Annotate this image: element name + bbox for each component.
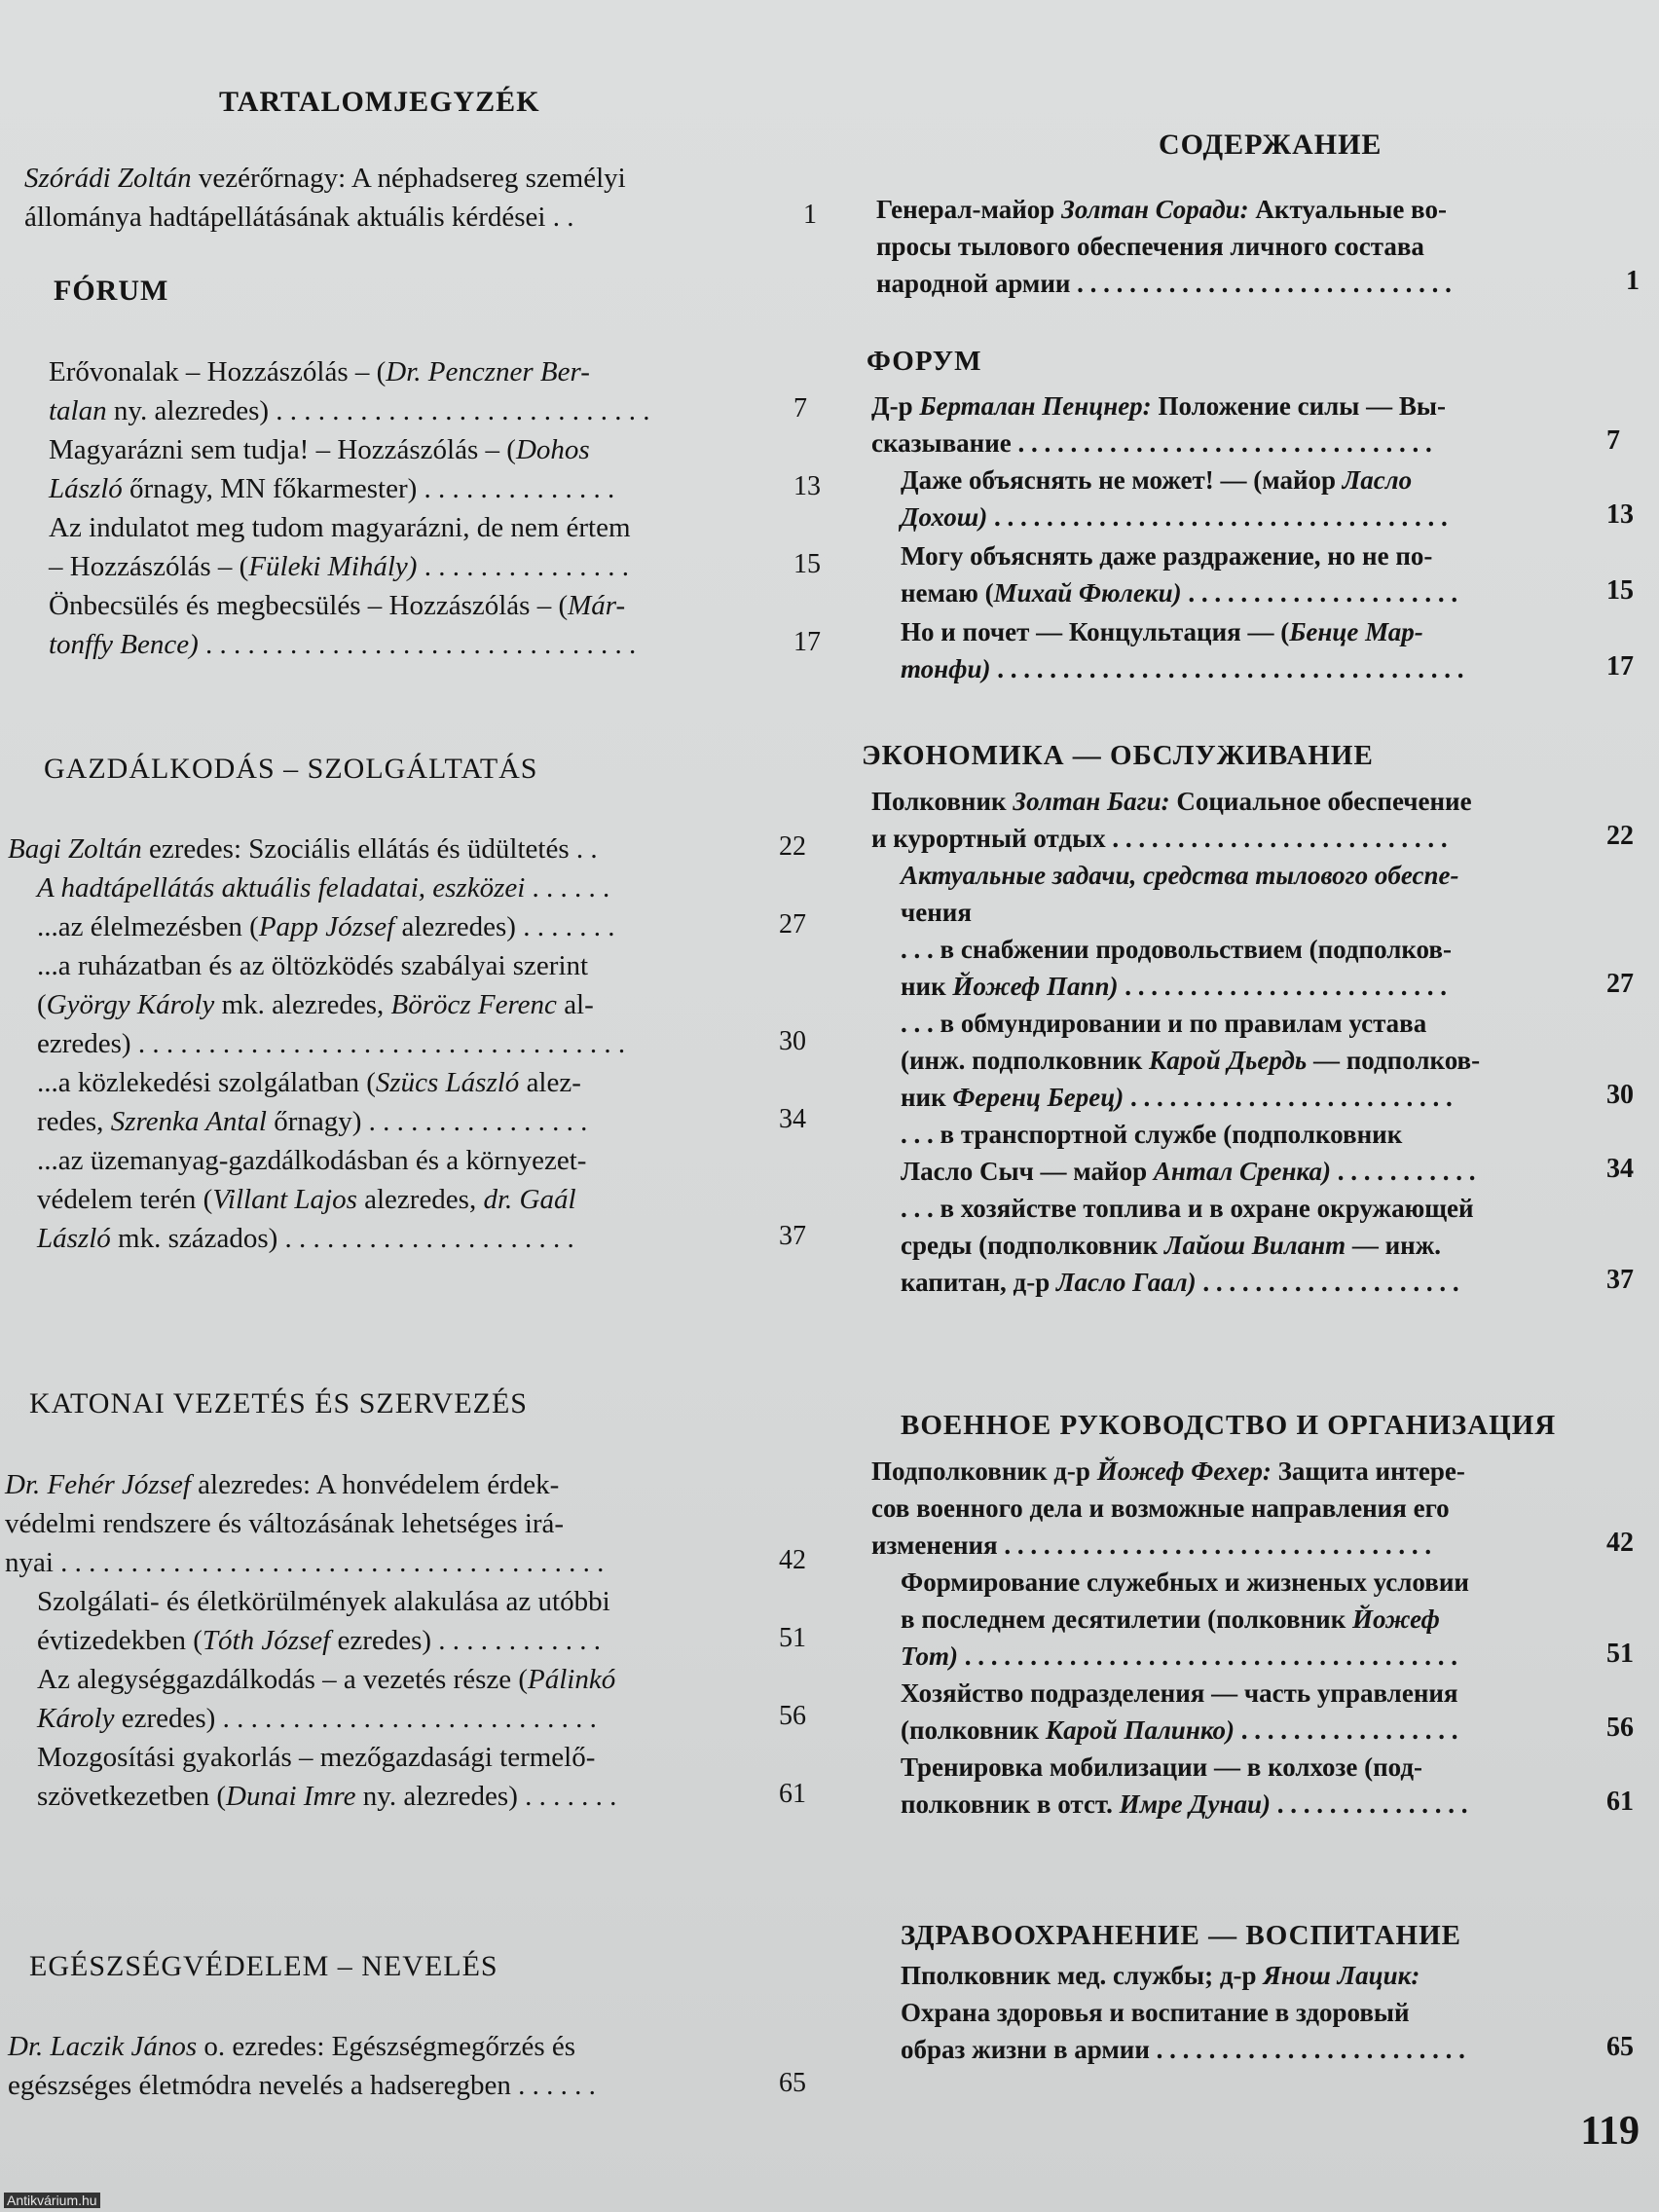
- entry-line: [5, 1543, 745, 1582]
- entry-text-segment: védelmi rendszere és változásának lehetséges irá-: [5, 1508, 565, 1539]
- entry-line: [37, 1660, 777, 1699]
- entry-line: [5, 1504, 745, 1543]
- entry-text-segment: Тот): [901, 1641, 959, 1671]
- entry-text-segment: mk. alezredes,: [214, 989, 391, 1020]
- toc-entry[interactable]: [901, 1116, 1659, 1190]
- entry-text-segment: őrnagy, MN főkarmester) . . . . . . . . . . . . . .: [122, 473, 615, 504]
- entry-text-segment: Подполковник д-р: [871, 1456, 1097, 1486]
- entry-text-segment: Magyarázni sem tudja! – Hozzászólás – (: [49, 434, 516, 465]
- toc-entry[interactable]: [37, 946, 806, 1063]
- page-ref: 34: [1606, 1154, 1634, 1184]
- entry-text-segment: Ласло: [1342, 465, 1413, 495]
- entry-text-segment: Золтан Сoради:: [1061, 195, 1249, 224]
- toc-entry[interactable]: [37, 1141, 806, 1258]
- entry-text-segment: . . . . . . . . . . . . . . . . . . . . . . . . . . . . . . .: [198, 629, 637, 660]
- toc-entry[interactable]: [871, 387, 1620, 461]
- entry-line: [871, 820, 1631, 857]
- page-ref: 13: [793, 471, 821, 501]
- entry-text-segment: redes,: [37, 1106, 111, 1137]
- entry-text-segment: . . . . . . . . . . . . . . . . . . . . . . . . . . . . . . . . . . . .: [990, 654, 1464, 683]
- entry-text-segment: Йожеф Папп): [952, 972, 1119, 1001]
- entry-text-segment: Генерал-майор: [876, 195, 1062, 224]
- entry-text-segment: ...a ruházatban és az öltözködés szabályai szerint: [37, 950, 589, 981]
- toc-entry[interactable]: [901, 1675, 1659, 1749]
- entry-text-segment: изменения . . . . . . . . . . . . . . . . . . . . . . . . . . . . . . . . .: [871, 1530, 1432, 1560]
- entry-text-segment: . . . . . . . . . . . . . . . . . . . . . . . . . . . . . . . . . . . . . .: [958, 1641, 1458, 1671]
- entry-line: [37, 1141, 777, 1180]
- entry-text-segment: ник: [901, 1083, 953, 1112]
- entry-text-segment: образ жизни в армии . . . . . . . . . . . . . . . . . . . . . . . .: [901, 2035, 1465, 2064]
- entry-text-segment: ny. alezredes) . . . . . . . . . . . . . . . . . . . . . . . . . . .: [106, 395, 650, 426]
- toc-entry[interactable]: [871, 783, 1634, 857]
- entry-line: [901, 968, 1659, 1005]
- entry-line: [37, 1582, 777, 1621]
- entry-line: [37, 907, 777, 946]
- entry-text-segment: Tóth József: [202, 1625, 331, 1656]
- page-ref: 27: [779, 909, 806, 940]
- entry-line: [37, 1621, 777, 1660]
- entry-text-segment: . . . . . . . . . . . . . . . . . . . .: [1196, 1268, 1459, 1297]
- entry-text-segment: Актуальные задачи, средства тылового обеспе-: [901, 861, 1459, 890]
- entry-text-segment: Берталан Пенцнер:: [919, 391, 1152, 421]
- entry-text-segment: народной армии . . . . . . . . . . . . . . . . . . . . . . . . . . . . .: [876, 269, 1452, 298]
- entry-line: [901, 1994, 1641, 2031]
- toc-entry[interactable]: [49, 430, 821, 508]
- entry-text-segment: talan: [49, 395, 107, 426]
- entry-text-segment: немаю (: [901, 578, 994, 608]
- toc-entry[interactable]: [37, 868, 777, 907]
- entry-line: [49, 625, 769, 664]
- entry-text-segment: ezredes) . . . . . . . . . . . .: [330, 1625, 602, 1656]
- entry-text-segment: просы тылового обеспечения личного состава: [876, 232, 1424, 261]
- entry-text-segment: Dr. Laczik János: [8, 2031, 198, 2062]
- entry-line: [901, 1190, 1659, 1227]
- ru-econ-title: ЭКОНОМИКА — ОБСЛУЖИВАНИЕ: [862, 740, 1374, 771]
- entry-line: [901, 857, 1659, 894]
- entry-text-segment: сов военного дела и возможные направления его: [871, 1493, 1450, 1523]
- entry-text-segment: . . . . . . . . . . . . . . . . . . . . . . . . .: [1118, 972, 1448, 1001]
- entry-line: [49, 352, 769, 391]
- entry-text-segment: Йожеф Фехер:: [1096, 1456, 1272, 1486]
- page-ref: 27: [1606, 969, 1634, 999]
- toc-entry[interactable]: [37, 1660, 806, 1738]
- entry-text-segment: Önbecsülés és megbecsülés – Hozzászólás – (: [49, 590, 569, 621]
- page-ref: 1: [1626, 266, 1640, 296]
- entry-text-segment: Карой Дьердь: [1149, 1046, 1308, 1075]
- entry-text-segment: . . . . . . . . . . . . . . .: [417, 551, 629, 582]
- toc-entry[interactable]: [901, 613, 1641, 687]
- entry-line: [37, 1024, 777, 1063]
- entry-line: [871, 1453, 1631, 1490]
- entry-text-segment: . . . . . .: [525, 872, 610, 903]
- entry-text-segment: Dr. Fehér József: [5, 1469, 191, 1500]
- hu-econ-title: GAZDÁLKODÁS – SZOLGÁLTATÁS: [44, 753, 538, 785]
- entry-text-segment: Pálinkó: [528, 1664, 616, 1695]
- entry-text-segment: Az indulatot meg tudom magyarázni, de nem értem: [49, 512, 631, 543]
- ru-mil-title: ВОЕННОЕ РУКОВОДСТВО И ОРГАНИЗАЦИЯ: [901, 1410, 1557, 1441]
- toc-entry[interactable]: [871, 1453, 1634, 1564]
- entry-text-segment: чения: [901, 898, 972, 927]
- page-ref: 7: [793, 393, 807, 424]
- entry-text-segment: Защита интере-: [1271, 1456, 1465, 1486]
- entry-line: [901, 1786, 1659, 1823]
- entry-text-segment: и курортный отдых . . . . . . . . . . . . . . . . . . . . . . . . . .: [871, 824, 1448, 853]
- watermark: Antikvárium.hu: [4, 2193, 100, 2208]
- entry-text-segment: ezredes) . . . . . . . . . . . . . . . . . . . . . . . . . . . . . . . . . . .: [37, 1028, 626, 1059]
- entry-text-segment: Формирование служебных и жизненых условии: [901, 1567, 1469, 1597]
- entry-text-segment: Полковник: [871, 787, 1014, 816]
- page-ref: 30: [779, 1026, 806, 1056]
- entry-text-segment: Dr. Penczner Ber-: [386, 356, 590, 387]
- entry-text-segment: Пполковник мед. службы; д-р: [901, 1961, 1264, 1990]
- entry-line: [37, 1063, 777, 1102]
- entry-text-segment: . . . . . . . . . . . . . . .: [1271, 1789, 1468, 1819]
- entry-line: [37, 946, 777, 985]
- page-ref: 17: [1606, 651, 1634, 682]
- entry-text-segment: ezredes: Szociális ellátás és üdültetés . .: [141, 833, 598, 865]
- entry-text-segment: Охрана здоровья и воспитание в здоровый: [901, 1998, 1410, 2027]
- entry-text-segment: Ласло Гаал): [1055, 1268, 1197, 1297]
- toc-entry[interactable]: [901, 537, 1641, 611]
- entry-text-segment: сказывание . . . . . . . . . . . . . . . . . . . . . . . . . . . . . . . .: [871, 428, 1432, 458]
- entry-text-segment: ezredes) . . . . . . . . . . . . . . . . . . . . . . . . . . .: [114, 1703, 597, 1734]
- entry-text-segment: védelem terén (: [37, 1184, 213, 1215]
- entry-text-segment: Ференц Берец): [952, 1083, 1124, 1112]
- entry-text-segment: őrnagy) . . . . . . . . . . . . . . . .: [266, 1106, 588, 1137]
- ru-intro-entry: [876, 191, 1645, 302]
- page-ref: 42: [1606, 1528, 1634, 1558]
- entry-text-segment: Михай Фюлеки): [993, 578, 1182, 608]
- entry-text-segment: Károly: [37, 1703, 115, 1734]
- entry-line: [901, 931, 1659, 968]
- entry-line: [901, 1042, 1659, 1079]
- entry-text-segment: Dohos: [515, 434, 590, 465]
- toc-entry[interactable]: [901, 1190, 1659, 1301]
- entry-text-segment: среды (подполковник: [901, 1231, 1164, 1260]
- entry-text-segment: Már-: [568, 590, 626, 621]
- entry-text-segment: Лайош Вилант: [1163, 1231, 1346, 1260]
- entry-text-segment: Villant Lajos: [212, 1184, 357, 1215]
- entry-text-segment: в последнем десятилетии (полковник: [901, 1604, 1352, 1634]
- entry-line: [901, 498, 1641, 535]
- entry-text-segment: Д-р: [871, 391, 920, 421]
- entry-line: [24, 159, 832, 198]
- entry-text-segment: Актуальные во-: [1248, 195, 1447, 224]
- entry-text-segment: Золтан Баги:: [1013, 787, 1170, 816]
- entry-line: [871, 1527, 1631, 1564]
- entry-text-segment: tonffy Bence): [49, 629, 199, 660]
- entry-line: [901, 1564, 1659, 1601]
- entry-text-segment: vezérőrnagy: A néphadsereg személyi: [191, 163, 626, 194]
- page-ref: 42: [779, 1545, 806, 1575]
- entry-text-segment: Тренировка мобилизации — в колхозе (под-: [901, 1752, 1423, 1782]
- entry-text-segment: dr. Gaál: [483, 1184, 576, 1215]
- page-ref: 61: [1606, 1787, 1634, 1817]
- entry-text-segment: Йожеф: [1352, 1604, 1440, 1634]
- entry-text-segment: полковник в отст.: [901, 1789, 1120, 1819]
- hu-health-title: EGÉSZSÉGVÉDELEM – NEVELÉS: [29, 1950, 498, 1982]
- entry-line: [901, 1227, 1659, 1264]
- entry-line: [5, 1465, 745, 1504]
- entry-text-segment: Дохош): [901, 502, 988, 532]
- toc-entry[interactable]: [49, 352, 807, 430]
- entry-text-segment: szövetkezetben (: [37, 1781, 227, 1812]
- entry-text-segment: Имре Дунаи): [1119, 1789, 1272, 1819]
- entry-text-segment: Szórádi Zoltán: [24, 163, 192, 194]
- entry-text-segment: Mozgosítási gyakorlás – mezőgazdasági termelő-: [37, 1742, 596, 1773]
- entry-text-segment: Szrenka Antal: [110, 1106, 267, 1137]
- entry-text-segment: Хозяйство подразделения — часть управления: [901, 1678, 1458, 1708]
- entry-text-segment: Az alegységgazdálkodás – a vezetés része (: [37, 1664, 529, 1695]
- entry-line: [49, 430, 769, 469]
- entry-text-segment: Szolgálati- és életkörülmények alakulása az utóbbi: [37, 1586, 610, 1617]
- ru-health-title: ЗДРАВООХРАНЕНИЕ — ВОСПИТАНИЕ: [901, 1920, 1461, 1951]
- page-ref: 56: [779, 1701, 806, 1731]
- entry-text-segment: — подполков-: [1307, 1046, 1481, 1075]
- page-ref: 34: [779, 1104, 806, 1134]
- entry-line: [49, 469, 769, 508]
- entry-text-segment: állománya hadtápellátásának aktuális kérdései . .: [24, 202, 574, 233]
- entry-line: [37, 1777, 777, 1816]
- entry-line: [876, 228, 1645, 265]
- entry-text-segment: Erővonalak – Hozzászólás – (: [49, 356, 387, 387]
- entry-text-segment: . . . в транспортной службе (подполковник: [901, 1120, 1403, 1149]
- hu-forum-title: FÓRUM: [54, 275, 169, 307]
- toc-entry[interactable]: [37, 1738, 806, 1816]
- entry-text-segment: . . . в хозяйстве топлива и в охране окружающей: [901, 1194, 1474, 1223]
- entry-line: [901, 1153, 1659, 1190]
- entry-line: [37, 1219, 777, 1258]
- entry-text-segment: (инж. подполковник: [901, 1046, 1149, 1075]
- entry-line: [8, 2066, 757, 2105]
- entry-line: [901, 1079, 1659, 1116]
- entry-line: [37, 1699, 777, 1738]
- entry-line: [37, 1180, 777, 1219]
- entry-text-segment: ник: [901, 972, 953, 1001]
- page-ref: 22: [1606, 821, 1634, 851]
- entry-text-segment: Dunai Imre: [226, 1781, 356, 1812]
- entry-text-segment: alezredes) . . . . . . .: [394, 911, 615, 942]
- entry-line: [876, 265, 1645, 302]
- entry-text-segment: Янош Лацик:: [1263, 1961, 1420, 1990]
- hu-intro-entry: [24, 159, 832, 237]
- toc-entry[interactable]: [49, 508, 821, 586]
- entry-text-segment: György Károly: [46, 989, 215, 1020]
- entry-line: [871, 1490, 1631, 1527]
- entry-text-segment: . . . в обмундировании и по правилам устава: [901, 1009, 1427, 1038]
- entry-text-segment: ...a közlekedési szolgálatban (: [37, 1067, 376, 1098]
- toc-entry[interactable]: [901, 461, 1641, 535]
- entry-line: [37, 1102, 777, 1141]
- toc-entry[interactable]: [901, 1749, 1659, 1823]
- entry-line: [24, 198, 832, 237]
- entry-text-segment: o. ezredes: Egészségmegőrzés és: [197, 2031, 576, 2062]
- entry-text-segment: Szücs László: [375, 1067, 520, 1098]
- entry-text-segment: . . . . . . . . . . . . . . . . . . . . . . . . . . . . . . . . . . .: [987, 502, 1448, 532]
- entry-line: [901, 894, 1659, 931]
- entry-line: [37, 985, 777, 1024]
- entry-text-segment: (: [37, 989, 47, 1020]
- page-ref: 15: [793, 549, 821, 579]
- entry-text-segment: alez-: [519, 1067, 581, 1098]
- page-ref: 30: [1606, 1080, 1634, 1110]
- entry-line: [901, 650, 1641, 687]
- toc-entry[interactable]: [901, 1564, 1659, 1675]
- entry-text-segment: ...az üzemanyag-gazdálkodásban és a környezet-: [37, 1145, 587, 1176]
- entry-line: [49, 391, 769, 430]
- entry-text-segment: Положение силы — Вы-: [1151, 391, 1446, 421]
- toc-entry[interactable]: [37, 1582, 806, 1660]
- entry-text-segment: тонфи): [901, 654, 991, 683]
- entry-text-segment: . . . . . . . . . . .: [1330, 1157, 1476, 1186]
- entry-line: [871, 424, 1611, 461]
- page-ref: 56: [1606, 1713, 1634, 1743]
- page-ref: 61: [779, 1779, 806, 1809]
- entry-line: [871, 387, 1611, 424]
- entry-line: [871, 783, 1631, 820]
- entry-text-segment: mk. százados) . . . . . . . . . . . . . . . . . . . . .: [110, 1223, 574, 1254]
- entry-line: [37, 868, 777, 907]
- entry-line: [901, 574, 1641, 611]
- entry-text-segment: évtizedekben (: [37, 1625, 203, 1656]
- entry-text-segment: Карой Палинко): [1045, 1715, 1235, 1745]
- entry-line: [8, 2027, 757, 2066]
- entry-text-segment: László: [37, 1223, 111, 1254]
- entry-text-segment: — инж.: [1346, 1231, 1442, 1260]
- toc-entry[interactable]: [901, 931, 1659, 1005]
- entry-text-segment: Антал Сренка): [1153, 1157, 1331, 1186]
- entry-text-segment: Bagi Zoltán: [8, 833, 142, 865]
- entry-text-segment: egészséges életmódra nevelés a hadseregben . . . . . .: [8, 2070, 596, 2101]
- entry-line: [901, 1675, 1659, 1712]
- entry-text-segment: Ласло Сыч — майор: [901, 1157, 1154, 1186]
- entry-line: [8, 830, 748, 868]
- entry-line: [49, 547, 769, 586]
- page-ref: 65: [779, 2068, 806, 2098]
- entry-text-segment: . . . . . . . . . . . . . . . . . . . . .: [1181, 578, 1458, 608]
- hu-mil-title: KATONAI VEZETÉS ÉS SZERVEZÉS: [29, 1387, 528, 1419]
- entry-text-segment: al-: [556, 989, 594, 1020]
- entry-text-segment: Но и почет — Концультация — (: [901, 617, 1290, 646]
- entry-text-segment: alezredes: A honvédelem érdek-: [190, 1469, 560, 1500]
- entry-line: [901, 1116, 1659, 1153]
- entry-text-segment: . . . . . . . . . . . . . . . . .: [1234, 1715, 1458, 1745]
- entry-text-segment: László: [49, 473, 123, 504]
- entry-text-segment: – Hozzászólás – (: [49, 551, 249, 582]
- toc-entry[interactable]: [901, 857, 1659, 931]
- page-ref: 37: [779, 1221, 806, 1251]
- page-ref: 7: [1606, 425, 1620, 456]
- entry-text-segment: A hadtápellátás aktuális feladatai, eszközei: [37, 872, 526, 903]
- entry-line: [901, 461, 1641, 498]
- entry-line: [901, 2031, 1641, 2068]
- entry-line: [876, 191, 1645, 228]
- entry-text-segment: Böröcz Ferenc: [390, 989, 557, 1020]
- entry-line: [37, 1738, 777, 1777]
- ru-forum-title: ФОРУМ: [866, 346, 982, 377]
- entry-text-segment: капитан, д-р: [901, 1268, 1056, 1297]
- entry-text-segment: Füleki Mihály): [248, 551, 418, 582]
- entry-text-segment: (полковник: [901, 1715, 1046, 1745]
- page-ref: 37: [1606, 1265, 1634, 1295]
- page-number: 119: [1580, 2109, 1640, 2154]
- page-ref: 65: [1606, 2032, 1634, 2062]
- page-ref: 17: [793, 627, 821, 657]
- page-ref: 15: [1606, 575, 1634, 606]
- entry-line: [901, 537, 1641, 574]
- entry-text-segment: Бенце Мар-: [1289, 617, 1423, 646]
- entry-line: [901, 1005, 1659, 1042]
- ru-title: СОДЕРЖАНИЕ: [1159, 129, 1382, 161]
- hu-title: TARTALOMJEGYZÉK: [219, 86, 540, 118]
- page-ref: 1: [803, 200, 817, 230]
- entry-line: [901, 1957, 1641, 1994]
- entry-line: [49, 508, 769, 547]
- entry-text-segment: nyai . . . . . . . . . . . . . . . . . . . . . . . . . . . . . . . . . . . . . . .: [5, 1547, 605, 1578]
- entry-line: [901, 1638, 1659, 1675]
- toc-entry[interactable]: [8, 830, 806, 868]
- entry-text-segment: Социальное обеспечение: [1169, 787, 1472, 816]
- toc-entry[interactable]: [49, 586, 821, 664]
- toc-entry[interactable]: [8, 2027, 806, 2105]
- entry-text-segment: Даже объяснять не может! — (майор: [901, 465, 1343, 495]
- entry-text-segment: Могу объяснять даже раздражение, но не по-: [901, 541, 1433, 571]
- entry-text-segment: ny. alezredes) . . . . . . .: [355, 1781, 617, 1812]
- toc-entry[interactable]: [5, 1465, 806, 1582]
- entry-line: [901, 1601, 1659, 1638]
- page-ref: 13: [1606, 499, 1634, 530]
- entry-text-segment: . . . в снабжении продовольствием (подполков-: [901, 935, 1452, 964]
- entry-line: [901, 1712, 1659, 1749]
- entry-text-segment: . . . . . . . . . . . . . . . . . . . . . . . . .: [1124, 1083, 1453, 1112]
- entry-text-segment: Papp József: [258, 911, 395, 942]
- toc-entry[interactable]: [901, 1957, 1641, 2068]
- entry-line: [49, 586, 769, 625]
- entry-line: [901, 613, 1641, 650]
- entry-line: [901, 1264, 1659, 1301]
- toc-entry[interactable]: [37, 907, 806, 946]
- toc-entry[interactable]: [901, 1005, 1659, 1116]
- toc-entry[interactable]: [37, 1063, 806, 1141]
- page-ref: 51: [1606, 1639, 1634, 1669]
- entry-line: [901, 1749, 1659, 1786]
- entry-text-segment: ...az élelmezésben (: [37, 911, 259, 942]
- page-ref: 51: [779, 1623, 806, 1653]
- page-ref: 22: [779, 831, 806, 862]
- entry-text-segment: alezredes,: [356, 1184, 484, 1215]
